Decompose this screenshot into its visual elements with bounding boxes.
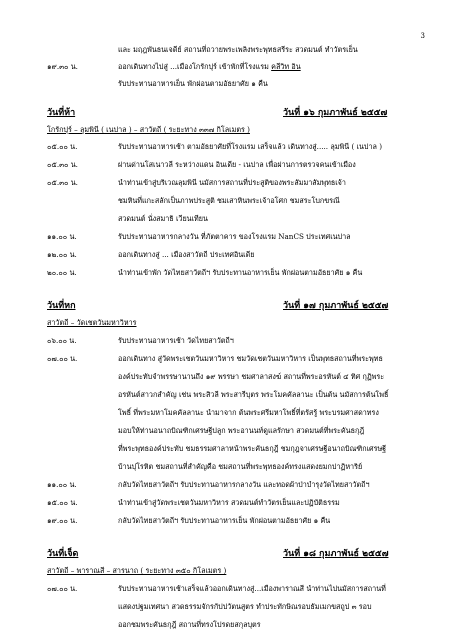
itinerary-time: ๐๖.๐๐ น. (47, 336, 77, 345)
hotel-name: คลีวิท อิน (271, 62, 301, 71)
itinerary-time: ๐๗.๐๐ น. (47, 354, 78, 363)
itinerary-text: ออกเดินทางสู่ ... เมืองสาวัตถี ประเทศอินเดีย (118, 250, 255, 259)
itinerary-text: แสดงปฐมเทศนา สวดธรรมจักรกัปปวัตนสูตร ทำประทักษิณรอบธัมเมกขสถูป ๓ รอบ (118, 602, 372, 611)
itinerary-time: ๑๑.๐๐ น. (47, 232, 77, 241)
day-heading: วันที่ห้า (47, 108, 76, 118)
itinerary-text: ที่พระพุทธองค์ประทับ ชมธรรมศาลาหน้าพระคันธกุฎี ชมกุฎจาเศรษฐีอนาถบิณฑิกเศรษฐี (118, 444, 387, 453)
itinerary-text: ออกเดินทาง สู่วัดพระเชตวันมหาวิหาร ชมวัดเชตวันมหาวิหาร เป็นพุทธสถานที่พระพุทธ (118, 354, 383, 363)
itinerary-text: อรหันต์สาวกสำคัญ เช่น พระสิวลี พระสารีบุตร พระโมคคัลลานะ เป็นต้น นมัสการต้นโพธิ์ (118, 390, 389, 399)
route-line: สาวัตถี – พาราณสี – สารนาถ ( ระยะทาง ๓๕๐ กิโลเมตร ) (47, 566, 227, 575)
itinerary-text: ออกชมพระคันธกุฎี สถานที่ทรงโปรดยสกุลบุตร (118, 620, 261, 629)
itinerary-time: ๐๕.๓๐ น. (47, 178, 78, 187)
itinerary-text: รับประทานอาหารเช้า วัดไทยสาวัตถีฯ (118, 336, 234, 345)
itinerary-text: มอบให้ท่านอนาถบิณฑิกเศรษฐีปลูก พระอานนท์ดูแลรักษา สวดมนต์ที่พระคันธกุฎี (118, 426, 365, 435)
itinerary-text: นำท่านเข้าสู่วัดพระเชตวันมหาวิหาร สวดมนต์ทำวัตรเย็นและปฏิบัติธรรม (118, 498, 340, 507)
itinerary-time: ๐๗.๐๐ น. (47, 584, 78, 593)
route-line: สาวัตถี – วัดเชตวันมหาวิหาร (47, 318, 137, 327)
itinerary-time: ๐๕.๐๐ น. (47, 142, 78, 151)
itinerary-time: ๑๕.๐๐ น. (47, 498, 78, 507)
day-heading: วันที่เจ็ด (47, 549, 79, 559)
itinerary-text: ผ่านด่านโสเนาวลี ระหว่างแดน อินเดีย - เนปาล เพื่อผ่านการตรวจคนเข้าเมือง (118, 160, 356, 169)
itinerary-text: ชมหินที่แกะสลักเป็นภาพประสูติ ชมเสาหินพระเจ้าอโศก ชมสระโบกขรณี (118, 196, 340, 205)
itinerary-text: ออกเดินทางไปสู่ ...เมืองโกรักปุร์ เข้าพักที่โรงแรม คลีวิท อิน (118, 62, 301, 71)
itinerary-text: รับประทานอาหารเช้า ตามอัธยาศัยที่โรงแรม เสร็จแล้ว เดินทางสู่..... ลุมพินี ( เนปาล ) (118, 142, 383, 151)
itinerary-text: รับประทานอาหารเย็น พักผ่อนตามอัธยาศัย ๑ คืน (118, 79, 268, 88)
itinerary-text: นำท่านเข้าสู่บริเวณลุมพินี นมัสการสถานที่ประสูติของพระสัมมาสัมพุทธเจ้า (118, 178, 346, 187)
itinerary-text: องค์ประทับจำพรรษานานถึง ๑๙ พรรษา ชมศาลาสงฆ์ สถานที่พระอรหันต์ ๔ ทิศ กุฏิพระ (118, 372, 385, 381)
itinerary-text: กลับวัดไทยสาวัตถีฯ รับประทานอาหารกลางวัน และทอดผ้าป่าบำรุงวัดไทยสาวัตถีฯ (118, 480, 370, 489)
itinerary-text: สวดมนต์ นั่งสมาธิ เวียนเทียน (118, 214, 208, 223)
itinerary-text: กลับวัดไทยสาวัตถีฯ รับประทานอาหารเย็น พักผ่อนตามอัธยาศัย ๑ คืน (118, 516, 331, 525)
day-date: วันที่ ๑๗ กุมภาพันธ์ ๒๕๕๗ (283, 301, 389, 311)
page-number: 3 (420, 32, 425, 40)
itinerary-time: ๒๐.๐๐ น. (47, 268, 77, 277)
itinerary-time: ๑๙.๓๐ น. (47, 62, 78, 71)
route-line: โกรักปุร์ – ลุมพินี ( เนปาล ) – สาวัตถี ( ระยะทาง ๓๓๗ กิโลเมตร ) (47, 125, 250, 134)
itinerary-text: รับประทานอาหารกลางวัน ที่ภัตตาคาร ของโรงแรม NanCS ประเทศเนปาล (118, 232, 351, 241)
itinerary-time: ๑๙.๐๐ น. (47, 516, 78, 525)
itinerary-time: ๑๒.๐๐ น. (47, 250, 77, 259)
itinerary-text: นำท่านเข้าพัก วัดไทยสาวัตถีฯ รับประทานอาหารเย็น พักผ่อนตามอัธยาศัย ๑ คืน (118, 268, 363, 277)
itinerary-time: ๐๕.๓๐ น. (47, 160, 78, 169)
itinerary-text: บ้านปุโรหิต ชมสถานที่สำคัญคือ ชมสถานที่พระพุทธองค์ทรงแสดงยมกปาฏิหาริย์ (118, 462, 363, 471)
itinerary-text: โพธิ์ ที่พระมหาโมคคัลลานะ นำมาจาก ต้นพระศรีมหาโพธิ์ที่ตรัสรู้ พระบรมศาสดาทรง (118, 408, 379, 417)
day-date: วันที่ ๑๖ กุมภาพันธ์ ๒๕๕๗ (283, 108, 388, 118)
itinerary-text: และ มฤฎพันธนเจดีย์ สถานที่ถวายพระเพลิงพระพุทธสรีระ สวดมนต์ ทำวัตรเย็น (118, 45, 358, 54)
day-date: วันที่ ๑๘ กุมภาพันธ์ ๒๕๕๗ (283, 549, 389, 559)
itinerary-text: รับประทานอาหารเช้าเสร็จแล้วออกเดินทางสู่...เมืองพาราณสี นำท่านไปนมัสการสถานที่ (118, 584, 386, 593)
itinerary-time: ๑๑.๐๐ น. (47, 480, 77, 489)
day-heading: วันที่หก (47, 301, 76, 311)
